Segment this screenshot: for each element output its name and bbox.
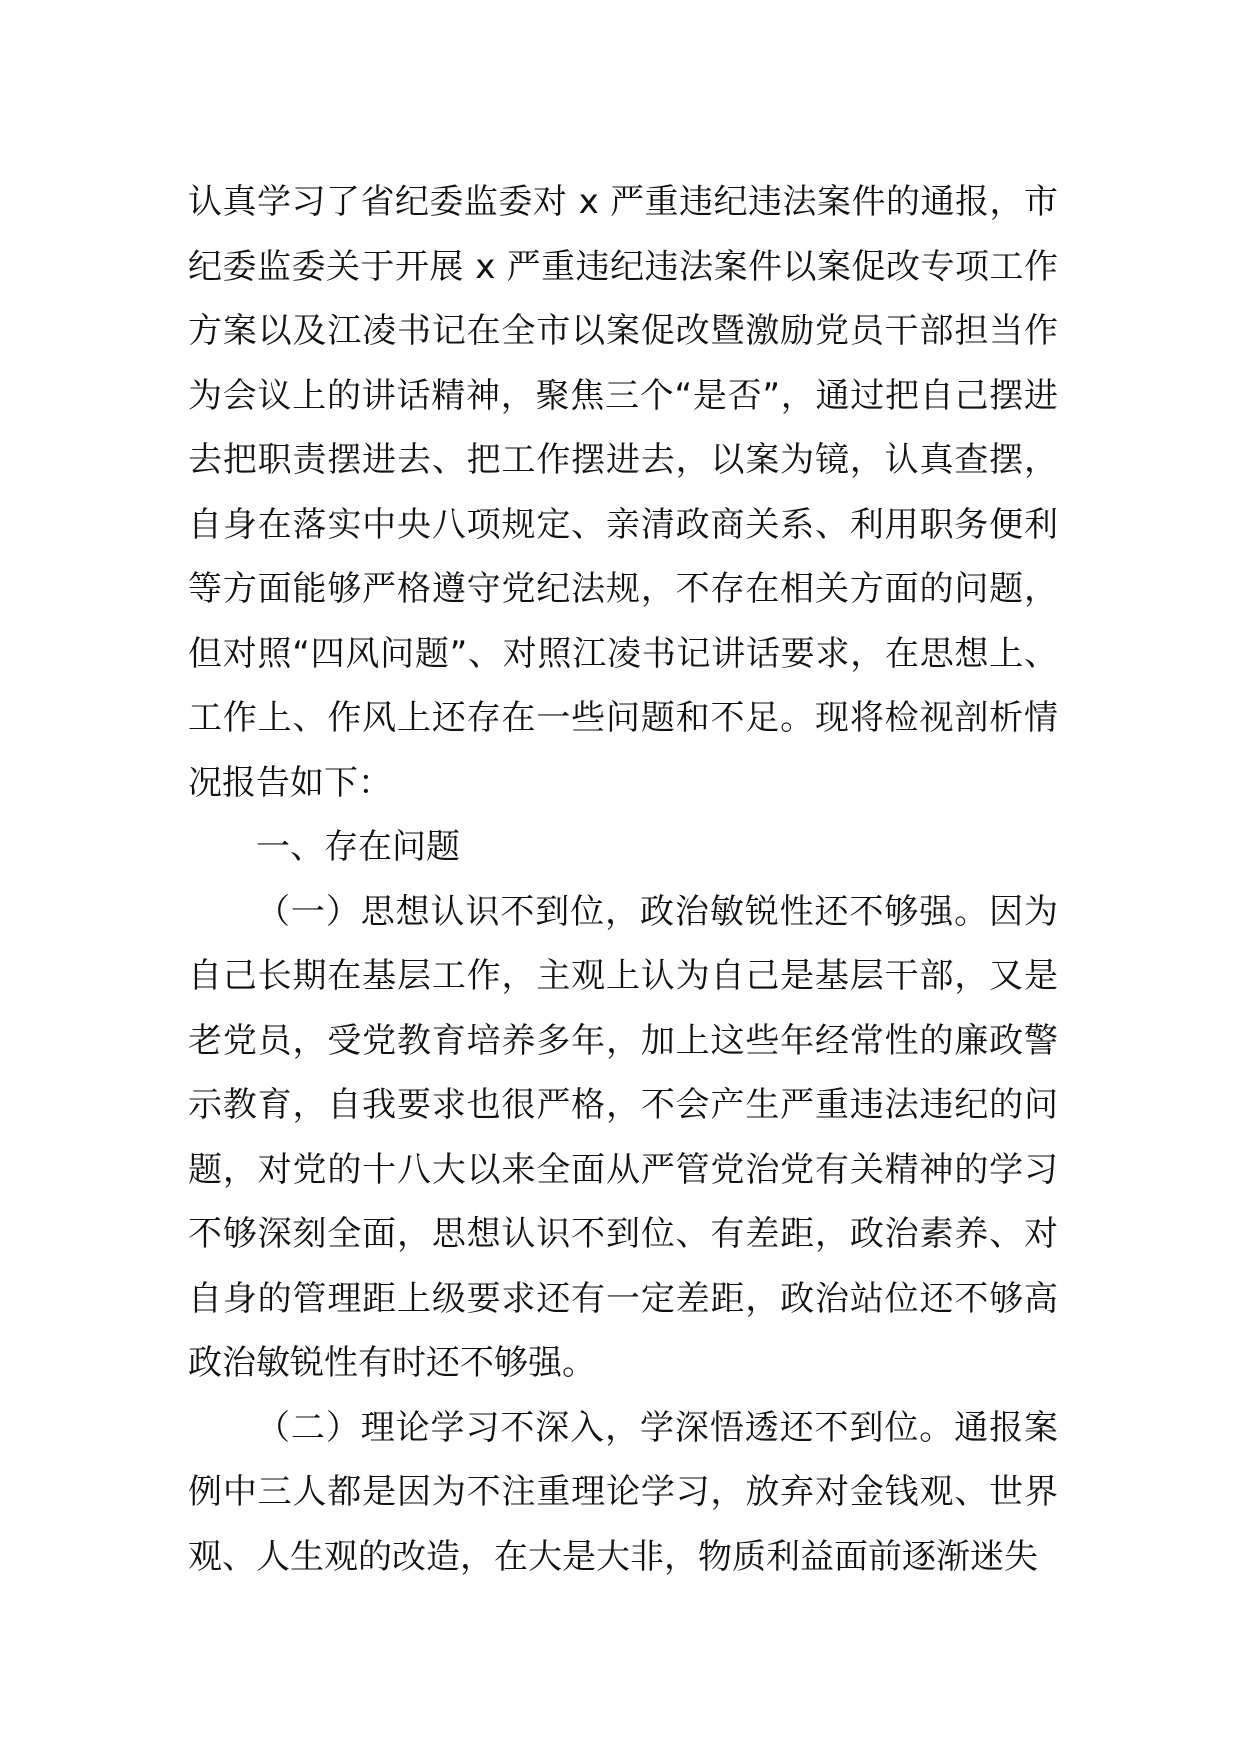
intro-paragraph: 认真学习了省纪委监委对 x 严重违纪违法案件的通报，市纪委监委关于开展 x 严重违纪违法案件以案促改专项工作方案以及江凌书记在全市以案促改暨激励党员干部担当作为会议上的讲话精神，聚焦三个“是否”，通过把自己摆进去把职责摆进去、把工作摆进去，以案为镜，认真查摆，自身在落实中央八项规定、亲清政商关系、利用职务便利等方面能够严格遵守党纪法规，不存在相关方面的问题，但对照“四风问题”、对照江凌书记讲话要求，在思想上、工作上、作风上还存在一些问题和不足。现将检视剖析情况报告如下： bbox=[188, 182, 1058, 803]
subsection-paragraph-2: （二）理论学习不深入，学深悟透还不到位。通报案例中三人都是因为不注重理论学习，放弃对金钱观、世界观、人生观的改造，在大是大非，物质利益面前逐渐迷失 bbox=[188, 1407, 1058, 1577]
section-heading: 一、存在问题 bbox=[256, 827, 460, 867]
subsection-paragraph-1: （一）思想认识不到位，政治敏锐性还不够强。因为自己长期在基层工作，主观上认为自己是基层干部，又是老党员，受党教育培养多年，加上这些年经常性的廉政警示教育，自我要求也很严格，不会产生严重违法违纪的问题，对党的十八大以来全面从严管党治党有关精神的学习不够深刻全面，思想认识不到位、有差距，政治素养、对自身的管理距上级要求还有一定差距，政治站位还不够高政治敏锐性有时还不够强。 bbox=[188, 891, 1058, 1383]
document-body bbox=[188, 170, 1058, 1589]
